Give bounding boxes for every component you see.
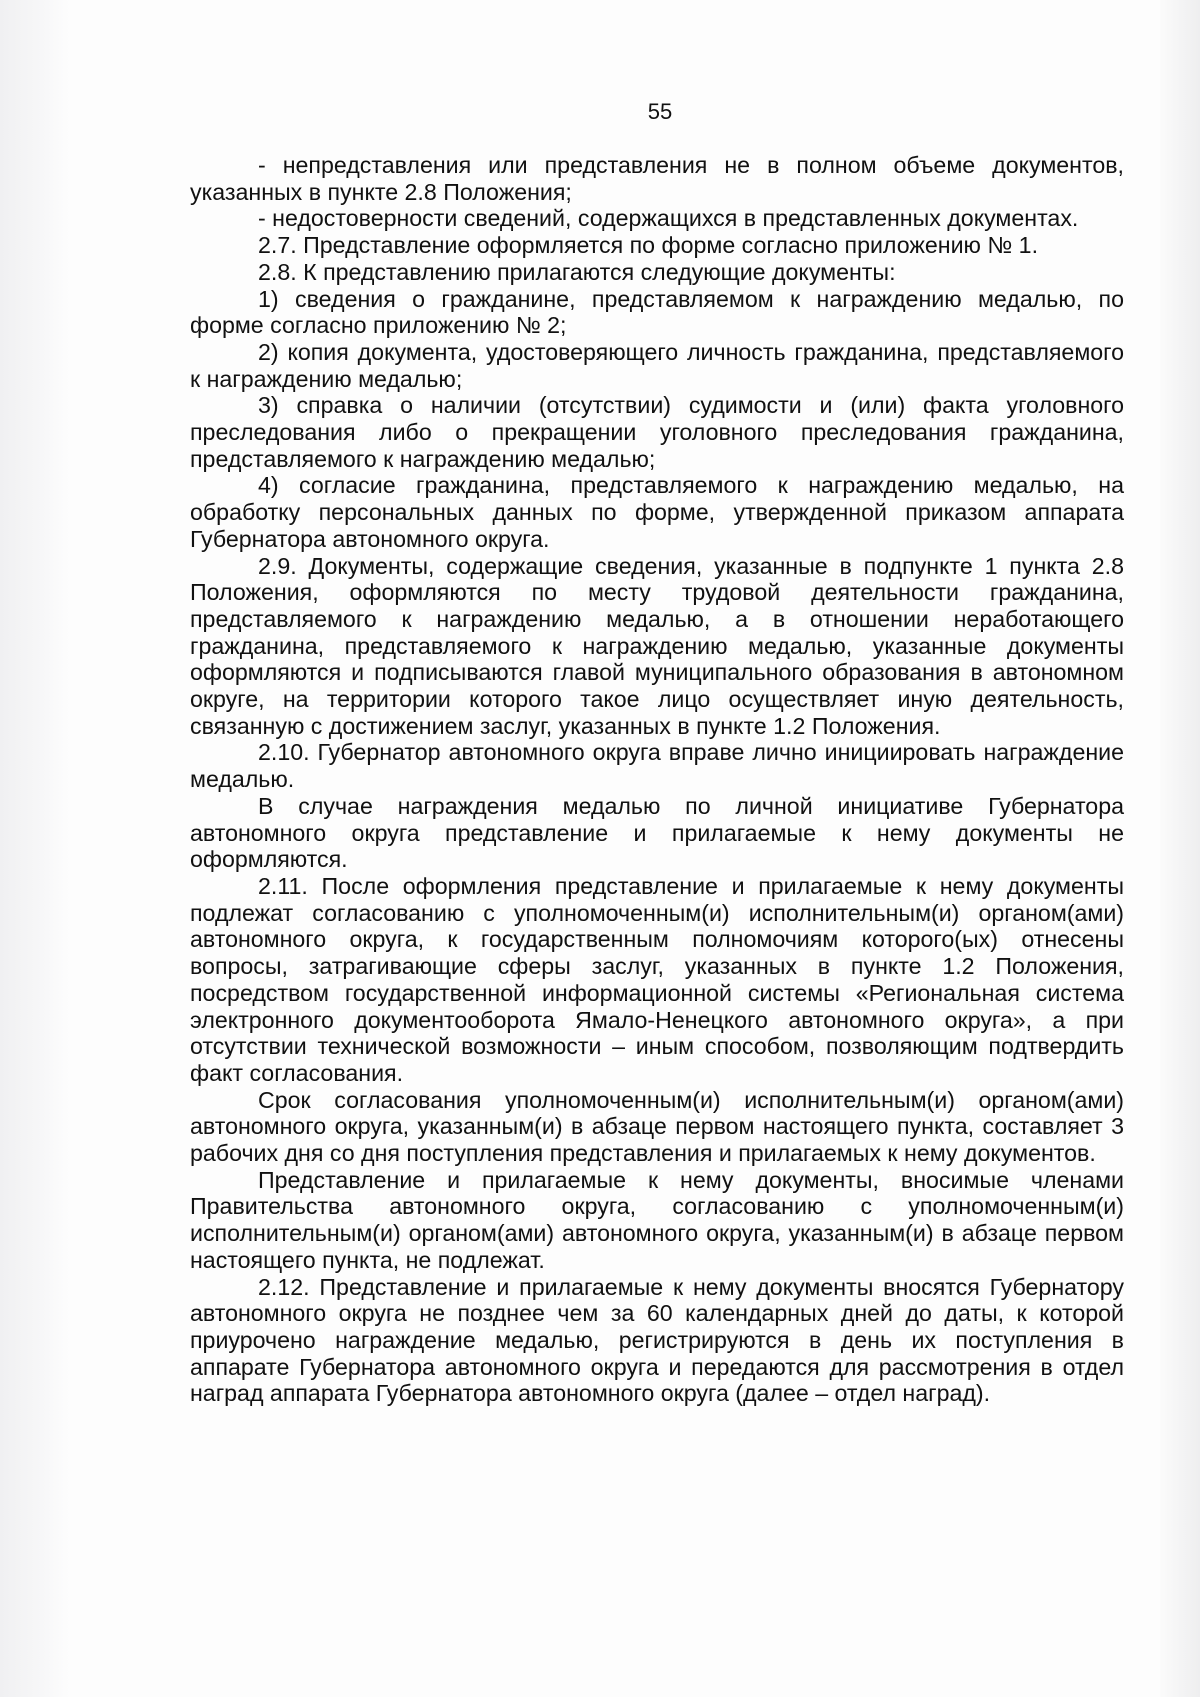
paragraph-13: Срок согласования уполномоченным(и) исполнительным(и) органом(ами) автономного округа, указанным(и) в абзаце первом настоящего пункта, составляет 3 рабочих дня со дня поступления представления и прилагаемых к нему документов. [190, 1086, 1124, 1167]
paragraph-3: 2.7. Представление оформляется по форме согласно приложению № 1. [258, 232, 1039, 259]
paragraph-2: - недостоверности сведений, содержащихся в представленных документах. [258, 205, 1079, 232]
paragraph-12: 2.11. После оформления представление и прилагаемые к нему документы подлежат согласованию с уполномоченным(и) исполнительным(и) органом(ами) автономного округа, к государственным полномочиям которого(ых) отнесены вопросы, затрагивающие сферы заслуг, указанных в пункте 1.2 Положения, посредством государственной информационной системы «Региональная система электронного документооборота Ямало-Ненецкого автономного округа», а при отсутствии технической возможности – иным способом, позволяющим подтвердить факт согласования. [190, 872, 1124, 1086]
paragraph-7: 3) справка о наличии (отсутствии) судимости и (или) факта уголовного преследования либо о прекращении уголовного преследования гражданина, представляемого к награждению медалью; [190, 392, 1124, 472]
paragraph-4: 2.8. К представлению прилагаются следующие документы: [258, 258, 896, 285]
paragraph-14: Представление и прилагаемые к нему документы, вносимые членами Правительства автономного округа, согласованию с уполномоченным(и) исполнительным(и) органом(ами) автономного округа, указанным(и) в абзаце первом настоящего пункта, не подлежат. [190, 1166, 1124, 1273]
paragraph-6: 2) копия документа, удостоверяющего личность гражданина, представляемого к награждению медалью; [190, 338, 1124, 392]
paragraph-11: В случае награждения медалью по личной инициативе Губернатора автономного округа представление и прилагаемые к нему документы не оформляются. [190, 792, 1124, 873]
paragraph-5: 1) сведения о гражданине, представляемом к награждению медалью, по форме согласно приложению № 2; [190, 285, 1124, 339]
document-body [190, 152, 1124, 1407]
paragraph-1: - непредставления или представления не в полном объеме документов, указанных в пункте 2.8 Положения; [190, 152, 1124, 205]
scan-edge-right [1160, 0, 1200, 1697]
paragraph-9: 2.9. Документы, содержащие сведения, указанные в подпункте 1 пункта 2.8 Положения, оформляются по месту трудовой деятельности гражданина, представляемого к награждению медалью, а в отношении неработающего гражданина, представляемого к награждению медалью, указанные документы оформляются и подписываются главой муниципального образования в автономном округе, на территории которого такое лицо осуществляет иную деятельность, связанную с достижением заслуг, указанных в пункте 1.2 Положения. [190, 552, 1124, 739]
scan-edge-left [0, 0, 70, 1697]
paragraph-10: 2.10. Губернатор автономного округа вправе лично инициировать награждение медалью. [190, 739, 1124, 793]
paragraph-15: 2.12. Представление и прилагаемые к нему документы вносятся Губернатору автономного округа не позднее чем за 60 календарных дней до даты, к которой приурочено награждение медалью, регистрируются в день их поступления в аппарате Губернатора автономного округа и передаются для рассмотрения в отдел наград аппарата Губернатора автономного округа (далее – отдел наград). [190, 1273, 1124, 1407]
page-number: 55 [647, 99, 673, 124]
paragraph-8: 4) согласие гражданина, представляемого к награждению медалью, на обработку персональных данных по форме, утвержденной приказом аппарата Губернатора автономного округа. [190, 472, 1124, 552]
